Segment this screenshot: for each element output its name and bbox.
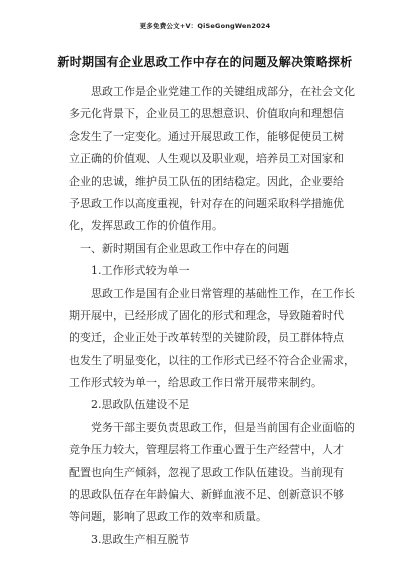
page-header: 更多免费公文+V：QiSeGongWen2024 (139, 22, 271, 30)
body-line: 化，发挥思政工作的价值作用。 (69, 219, 223, 233)
body-line: 企业的忠诚，维护员工队伍的团结稳定。因此，企业要给 (69, 174, 344, 188)
body-line: 配置也向生产倾斜，忽视了思政工作队伍建设。当前现有 (69, 465, 344, 479)
body-line: 多元化背景下，企业员工的思想意识、价值取向和理想信 (69, 107, 344, 121)
body-line: 念发生了一定变化。通过开展思政工作，能够促使员工树 (69, 129, 344, 143)
body-line: 2.思政队伍建设不足 (91, 398, 190, 412)
body-line: 的变迁，企业正处于改革转型的关键阶段，员工群体特点 (69, 331, 344, 345)
body-line: 竞争压力较大，管理层将工作重心置于生产经营中，人才 (69, 443, 344, 457)
body-line: 也发生了明显变化，以往的工作形式已经不符合企业需求， (69, 353, 355, 367)
body-line: 期开展中，已经形成了固化的形式和理念，导致随着时代 (69, 308, 344, 322)
body-line: 立正确的价值观、人生观以及职业观，培养员工对国家和 (69, 152, 344, 166)
body-line: 一、新时期国有企业思政工作中存在的问题 (80, 241, 289, 255)
body-line: 等问题，影响了思政工作的效率和质量。 (69, 510, 267, 524)
body-line: 的思政队伍存在年龄偏大、新鲜血液不足、创新意识不够 (69, 488, 344, 502)
body-line: 思政工作是国有企业日常管理的基础性工作，在工作长 (91, 286, 355, 300)
body-line: 思政工作是企业党建工作的关键组成部分，在社会文化 (91, 85, 355, 98)
body-line: 3.思政生产相互脱节 (91, 532, 190, 546)
body-line: 工作形式较为单一，给思政工作日常开展带来制约。 (69, 376, 322, 390)
document-title: 新时期国有企业思政工作中存在的问题及解决策略探析 (57, 55, 353, 69)
body-line: 1.工作形式较为单一 (91, 264, 190, 278)
body-line: 予思政工作以高度重视，针对存在的问题采取科学措施优 (69, 196, 344, 210)
document-body (69, 81, 355, 551)
body-line: 党务干部主要负责思政工作，但是当前国有企业面临的 (91, 420, 355, 434)
